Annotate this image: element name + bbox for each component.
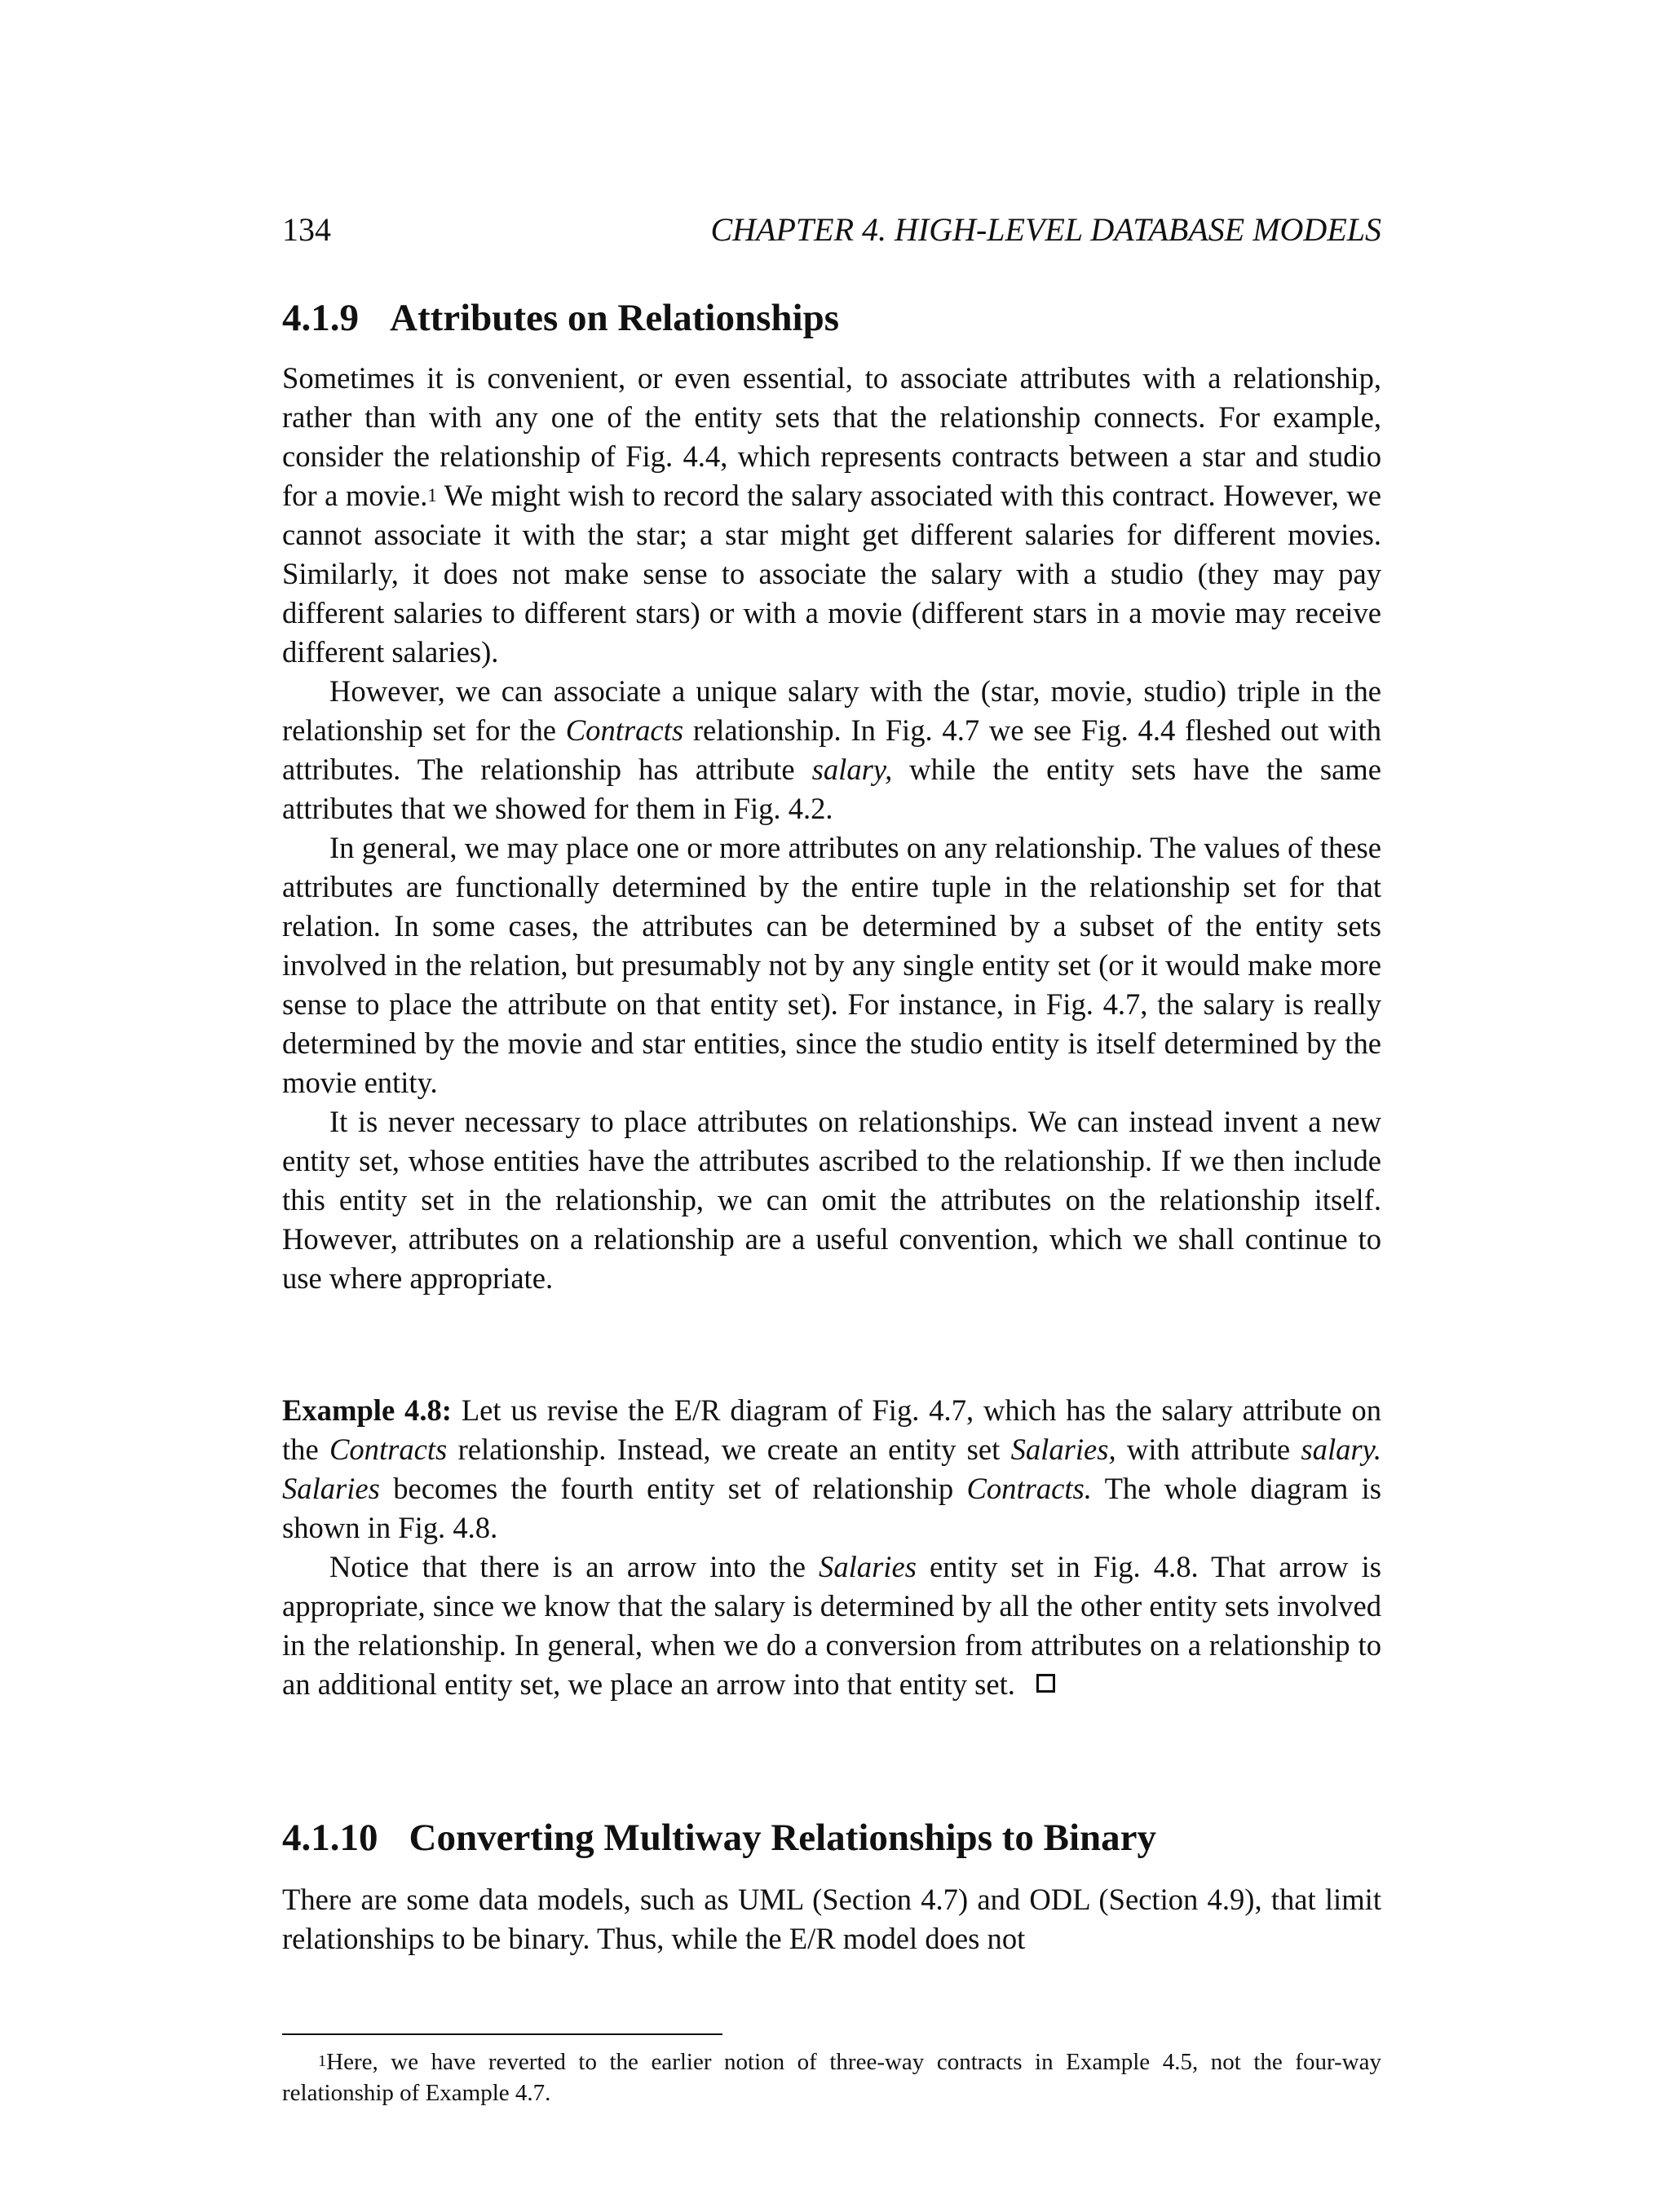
text-run: relationship. In Fig. 4.7 we see Fig. 4.4 fleshed out with attributes. The relationship has attribute [282,713,1381,786]
footnote [282,2046,1381,2108]
text-run: with attribute [1116,1433,1301,1466]
footnote-marker: 1 [318,2051,327,2070]
paragraph [282,359,1381,672]
text-run: Notice that there is an arrow into the [329,1550,820,1583]
footnote-marker: 1 [427,485,437,506]
page-number: 134 [282,211,331,248]
section-body-4-1-9 [282,359,1381,1298]
emphasis: salary. [1301,1433,1381,1466]
emphasis: Contracts [329,1433,448,1466]
section-number: 4.1.9 [282,297,359,339]
emphasis: salary, [811,753,893,786]
example-4-8 [282,1391,1381,1704]
text-run: becomes the fourth entity set of relationship [379,1472,967,1505]
paragraph [282,1391,1381,1548]
emphasis: Contracts [565,713,684,747]
text-run: The whole diagram is shown in Fig. 4.8. [282,1472,1381,1544]
paragraph: In general, we may place one or more attributes on any relationship. The values of these attributes are functionally determined by the entire tuple in the relationship set for that relation. In some cases, the attributes can be determined by a subset of the entity sets involved in the relation, but presumably not by any single entity set (or it would make more sense to place the attribute on that entity set). For instance, in Fig. 4.7, the salary is really determined by the movie and star entities, since the studio entity is itself determined by the movie entity. [282,831,1381,1099]
section-title: Converting Multiway Relationships to Binary [409,1817,1157,1859]
footnote-rule [282,2033,722,2035]
section-body-4-1-10 [282,1880,1381,1958]
text-run: However, we can associate a unique salary with the (star, movie, studio) triple in the relationship set for the [282,674,1381,747]
paragraph [282,672,1381,828]
paragraph: It is never necessary to place attributes on relationships. We can instead invent a new entity set, whose entities have the attributes ascribed to the relationship. If we then include this entity set in the relationship, we can omit the attributes on the relationship itself. However, attributes on a relationship are a useful convention, which we shall continue to use where appropriate. [282,1105,1381,1295]
text-run: We might wish to record the salary associated with this contract. However, we cannot associate it with the star; a star might get different salaries for different movies. Similarly, it does not make sense to associate the salary with a studio (they may pay different salaries to different stars) or with a movie (different stars in a movie may receive different salaries). [282,479,1381,669]
emphasis: Salaries [819,1550,917,1583]
text-run: Sometimes it is convenient, or even essential, to associate attributes with a relationship, rather than with any one of the entity sets that the relationship connects. For example, consider the relationship of Fig. 4.4, which represents contracts between a star and studio for a movie. [282,361,1381,512]
footnote-text: Here, we have reverted to the earlier notion of three-way contracts in Example 4.5, not the four-way relationship of Example 4.7. [282,2049,1381,2106]
emphasis: Salaries [282,1472,380,1505]
end-of-example-icon [1036,1674,1055,1693]
text-run: Let us revise the E/R diagram of Fig. 4.7, which has the salary attribute on the [282,1393,1381,1466]
paragraph: There are some data models, such as UML (Section 4.7) and ODL (Section 4.9), that limit relationships to be binary. Thus, while the E/R model does not [282,1883,1381,1955]
text-run: relationship. Instead, we create an entity set [447,1433,1011,1466]
emphasis: Salaries, [1010,1433,1116,1466]
text-run: while the entity sets have the same attributes that we showed for them in Fig. 4.2. [282,753,1381,825]
section-heading-4-1-10 [282,1815,1381,1861]
paragraph [282,1548,1381,1704]
emphasis: Contracts. [966,1472,1092,1505]
section-title: Attributes on Relationships [390,297,840,339]
section-number: 4.1.10 [282,1817,378,1859]
example-label: Example 4.8: [282,1393,452,1427]
text-run: entity set in Fig. 4.8. That arrow is appropriate, since we know that the salary is determined by all the other entity sets involved in the relationship. In general, when we do a conversion from attributes on a relationship to an additional entity set, we place an arrow into that entity set. [282,1550,1381,1701]
chapter-title: CHAPTER 4. HIGH-LEVEL DATABASE MODELS [710,211,1381,248]
section-heading-4-1-9 [282,295,1381,341]
